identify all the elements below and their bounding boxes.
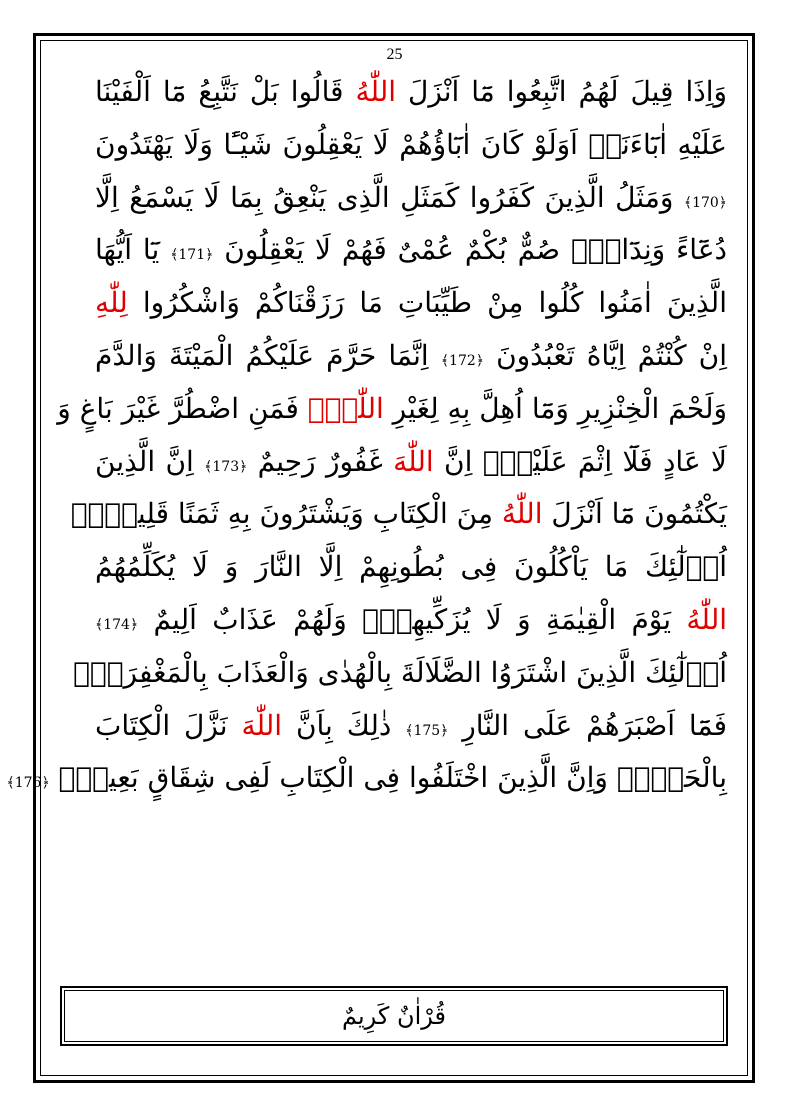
- text-line: [57, 383, 727, 436]
- ayah-number: ﴿176﴾: [6, 775, 50, 792]
- verse-text: الَّذِينَ اٰمَنُوا كُلُوا مِنْ طَيِّبَاتِ مَا رَزَقْنَاكُمْ وَاشْكُرُوا: [127, 286, 727, 320]
- text-line: [95, 277, 727, 330]
- text-line: [95, 172, 727, 225]
- text-line: [95, 66, 727, 119]
- verse-text: اِنَّ الَّذِينَ: [95, 444, 205, 478]
- verse-text: فَمَٓا اَصْبَرَهُمْ عَلَى النَّارِ: [448, 708, 728, 742]
- text-line: [95, 541, 727, 594]
- footer-title: قُرْاٰنٌ كَرِيمٌ: [64, 990, 724, 1042]
- ayah-number: ﴿173﴾: [204, 458, 248, 475]
- verse-text: اِنَّمَا حَرَّمَ عَلَيْكُمُ الْمَيْتَةَ وَالدَّمَ: [95, 338, 441, 372]
- verse-text: اِنْ كُنْتُمْ اِيَّاهُ تَعْبُدُونَ: [483, 338, 727, 372]
- verse-text: يَكْتُمُونَ مَٓا اَنْزَلَ: [542, 497, 727, 531]
- ayah-number: ﴿175﴾: [405, 722, 449, 739]
- verse-text: فَمَنِ اضْطُرَّ غَيْرَ بَاغٍ وَ: [57, 391, 308, 425]
- divine-name: لِلّٰهِ: [95, 286, 128, 320]
- verse-text: قَالُوا بَلْ نَتَّبِعُ مَٓا اَلْفَيْنَا: [95, 75, 356, 108]
- verse-text: اُو۬لٰٓئِكَ الَّذِينَ اشْتَرَوُا الضَّلَالَةَ بِالْهُدٰى وَالْعَذَابَ بِالْمَغْفِرَةِۚ: [73, 655, 727, 689]
- verse-text: يَٓا اَيُّهَا: [95, 233, 171, 267]
- verse-text: لَا عَادٍ فَلَٓا اِثْمَ عَلَيْهِۜ اِنَّ: [433, 444, 727, 478]
- text-line: [95, 594, 727, 647]
- text-line: [6, 752, 727, 805]
- text-line: [95, 330, 727, 383]
- text-line: [95, 224, 727, 277]
- divine-name: اللّٰهَ: [241, 708, 283, 742]
- divine-name: اللّٰهُ: [501, 497, 543, 531]
- text-line: [95, 119, 727, 172]
- verse-text: اُو۬لٰٓئِكَ مَا يَاْكُلُونَ فِى بُطُونِهِمْ اِلَّا النَّارَ وَ لَا يُكَلِّمُهُمُ: [95, 550, 727, 584]
- text-line: [95, 436, 727, 489]
- text-line: [95, 700, 727, 753]
- ayah-number: ﴿174﴾: [95, 616, 139, 633]
- verse-text: ذٰلِكَ بِاَنَّ: [282, 708, 406, 742]
- ayah-number: ﴿171﴾: [170, 247, 214, 264]
- text-line: [70, 488, 727, 541]
- verse-text: وَمَثَلُ الَّذِينَ كَفَرُوا كَمَثَلِ الَّذِى يَنْعِقُ بِمَا لَا يَسْمَعُ اِلَّا: [95, 180, 684, 214]
- verse-text: بِالْحَقِّۜ وَاِنَّ الَّذِينَ اخْتَلَفُوا فِى الْكِتَابِ لَفِى شِقَاقٍ بَعِيدٍۜ: [49, 761, 727, 795]
- divine-name: اللّٰهُ: [355, 75, 397, 108]
- quran-text-block: [6, 66, 728, 956]
- divine-name: اللّٰهِۚ: [307, 391, 384, 425]
- verse-text: وَاِذَا قِيلَ لَهُمُ اتَّبِعُوا مَٓا اَنْزَلَ: [396, 75, 728, 108]
- text-line: [73, 647, 727, 700]
- verse-text: وَلَحْمَ الْخِنْزِيرِ وَمَٓا اُهِلَّ بِهِ لِغَيْرِ: [383, 391, 727, 425]
- ayah-number: ﴿170﴾: [683, 194, 727, 211]
- verse-text: غَفُورٌ رَحِيمٌ: [247, 444, 394, 478]
- divine-name: اللّٰهَ: [393, 444, 434, 478]
- verse-text: يَوْمَ الْقِيٰمَةِ وَ لَا يُزَكِّيهِمْۚ وَلَهُمْ عَذَابٌ اَلِيمٌ: [138, 602, 687, 636]
- ayah-number: ﴿172﴾: [440, 352, 484, 369]
- page-number: 25: [386, 46, 403, 63]
- verse-text: عَلَيْهِ اٰبَٓاءَنَاۜ اَوَلَوْ كَانَ اٰبَٓاؤُهُمْ لَا يَعْقِلُونَ شَيْـًٔا وَلَا يَهْتَدُونَ: [95, 127, 727, 161]
- verse-text: مِنَ الْكِتَابِ وَيَشْتَرُونَ بِهِ ثَمَنًا قَلِيلًاۙ: [70, 497, 502, 531]
- verse-text: دُعَٓاءً وَنِدَٓاءًۜ صُمٌّ بُكْمٌ عُمْىٌ فَهُمْ لَا يَعْقِلُونَ: [213, 233, 727, 267]
- verse-text: نَزَّلَ الْكِتَابَ: [95, 708, 242, 742]
- divine-name: اللّٰهُ: [686, 602, 727, 636]
